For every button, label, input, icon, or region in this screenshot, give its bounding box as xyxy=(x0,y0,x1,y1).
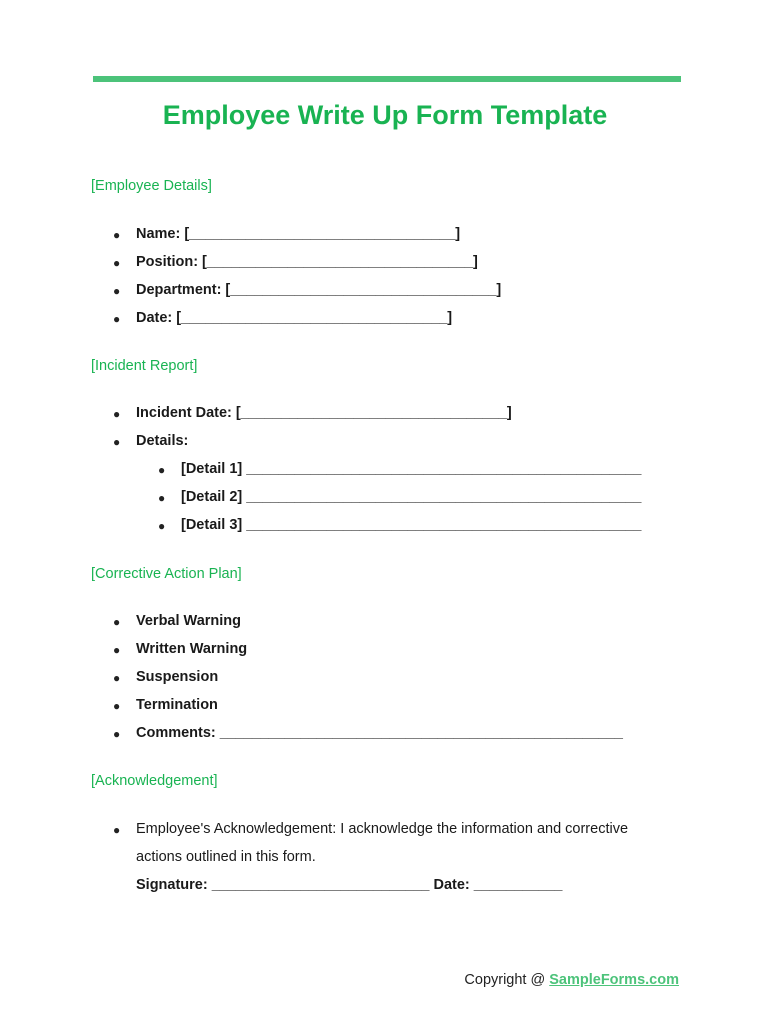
bullet-icon: ● xyxy=(158,463,166,477)
copyright-text: Copyright @ xyxy=(464,972,550,988)
signature-line: Signature: ___________________________ Date: ___________ xyxy=(136,877,563,893)
details-label: Details: xyxy=(136,433,189,449)
brand-link[interactable]: SampleForms.com xyxy=(549,972,679,988)
detail-line-1: [Detail 1] _________________________________________________ xyxy=(181,461,642,477)
detail-line-2: [Detail 2] _________________________________________________ xyxy=(181,489,642,505)
bullet-icon: ● xyxy=(113,615,121,629)
bullet-icon: ● xyxy=(113,823,121,837)
bullet-icon: ● xyxy=(113,407,121,421)
action-written-warning: Written Warning xyxy=(136,641,248,657)
footer-copyright xyxy=(464,972,679,988)
bullet-icon: ● xyxy=(113,671,121,685)
section-employee-details: [Employee Details] xyxy=(91,178,212,194)
field-name: Name: [_________________________________] xyxy=(136,226,461,242)
bullet-icon: ● xyxy=(158,519,166,533)
bullet-icon: ● xyxy=(113,727,121,741)
action-suspension: Suspension xyxy=(136,669,219,685)
field-department: Department: [_________________________________] xyxy=(136,282,502,298)
acknowledgement-text-line-1: Employee's Acknowledgement: I acknowledge the information and corrective xyxy=(136,821,629,837)
bullet-icon: ● xyxy=(113,256,121,270)
header-accent-bar xyxy=(93,76,681,82)
field-comments: Comments: __________________________________________________ xyxy=(136,725,623,741)
field-position: Position: [_________________________________] xyxy=(136,254,478,270)
action-verbal-warning: Verbal Warning xyxy=(136,613,242,629)
bullet-icon: ● xyxy=(113,435,121,449)
acknowledgement-text-line-2: actions outlined in this form. xyxy=(136,849,316,865)
bullet-icon: ● xyxy=(113,699,121,713)
section-corrective-action: [Corrective Action Plan] xyxy=(91,566,242,582)
bullet-icon: ● xyxy=(113,228,121,242)
field-incident-date: Incident Date: [_________________________________] xyxy=(136,405,512,421)
page-title: Employee Write Up Form Template xyxy=(162,100,608,130)
action-termination: Termination xyxy=(136,697,218,713)
field-date: Date: [_________________________________] xyxy=(136,310,453,326)
bullet-icon: ● xyxy=(113,284,121,298)
bullet-icon: ● xyxy=(113,312,121,326)
bullet-icon: ● xyxy=(158,491,166,505)
bullet-icon: ● xyxy=(113,643,121,657)
section-acknowledgement: [Acknowledgement] xyxy=(91,773,218,789)
detail-line-3: [Detail 3] _________________________________________________ xyxy=(181,517,642,533)
section-incident-report: [Incident Report] xyxy=(91,358,198,374)
